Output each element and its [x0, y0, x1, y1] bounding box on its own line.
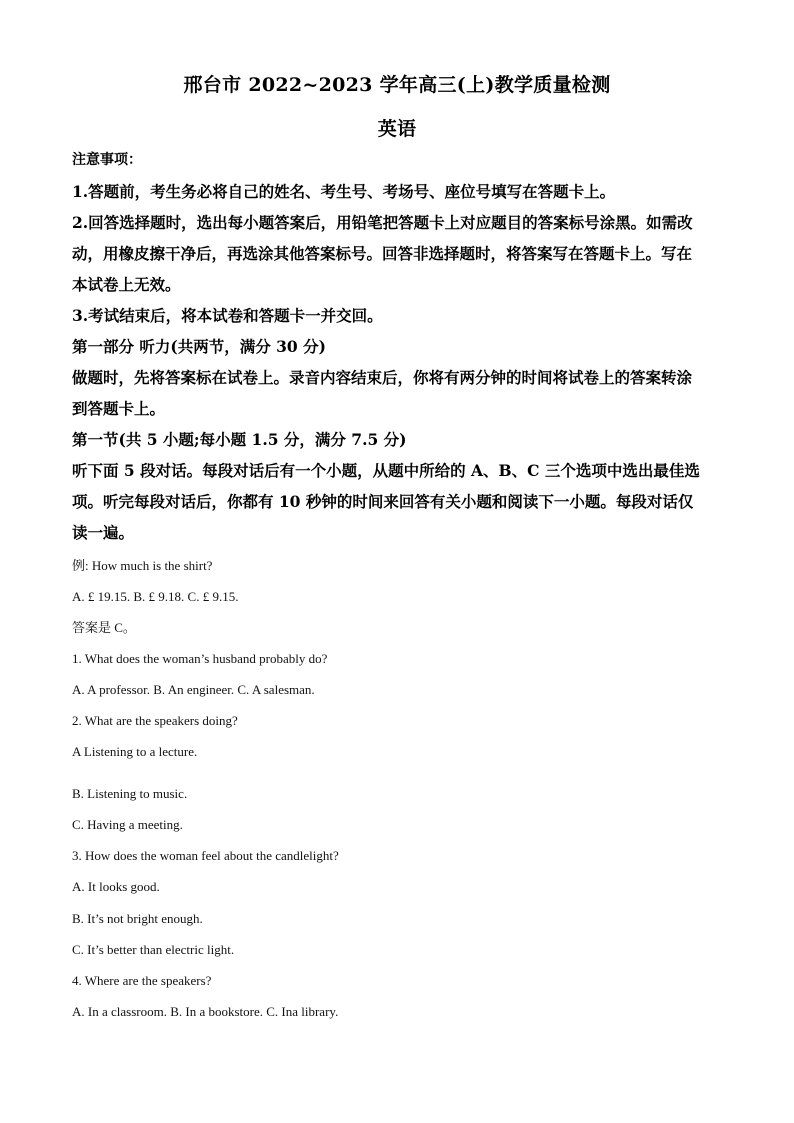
exam-title: 邢台市 2022~2023 学年高三(上)教学质量检测: [183, 74, 611, 96]
notice-item-2-line-3: 本试卷上无效。: [72, 275, 181, 294]
part1-heading: 第一部分 听力(共两节，满分 30 分): [72, 337, 326, 356]
example-options: A. £ 19.15. B. £ 9.18. C. £ 9.15.: [72, 589, 239, 604]
question-3-option-a: A. It looks good.: [72, 879, 160, 894]
question-3-option-c: C. It’s better than electric light.: [72, 942, 235, 957]
question-4: 4. Where are the speakers?: [72, 973, 212, 988]
question-2-option-a: A Listening to a lecture.: [72, 744, 198, 759]
notice-item-1: 1.答题前，考生务必将自己的姓名、考生号、考场号、座位号填写在答题卡上。: [72, 182, 616, 201]
question-2: 2. What are the speakers doing?: [72, 713, 238, 728]
part1-instruction-line-2: 到答题卡上。: [72, 399, 166, 418]
notice-item-2-line-1: 2.回答选择题时，选出每小题答案后，用铅笔把答题卡上对应题目的答案标号涂黑。如需改: [72, 213, 693, 232]
section1-instruction-line-2: 项。听完每段对话后，你都有 10 秒钟的时间来回答有关小题和阅读下一小题。每段对话仅: [72, 492, 694, 511]
notice-item-3: 3.考试结束后，将本试卷和答题卡一并交回。: [72, 306, 383, 325]
section1-heading: 第一节(共 5 小题;每小题 1.5 分，满分 7.5 分): [72, 430, 407, 449]
question-2-option-b: B. Listening to music.: [72, 786, 188, 801]
question-4-options: A. In a classroom. B. In a bookstore. C. Ina library.: [72, 1004, 339, 1019]
question-2-option-c: C. Having a meeting.: [72, 817, 183, 832]
section1-instruction-line-3: 读一遍。: [72, 523, 135, 542]
question-3-option-b: B. It’s not bright enough.: [72, 911, 203, 926]
question-1-options: A. A professor. B. An engineer. C. A salesman.: [72, 682, 315, 697]
example-answer: 答案是 C。: [72, 620, 136, 635]
notice-heading: 注意事项：: [72, 152, 142, 168]
question-3: 3. How does the woman feel about the candlelight?: [72, 848, 339, 863]
part1-instruction-line-1: 做题时，先将答案标在试卷上。录音内容结束后，你将有两分钟的时间将试卷上的答案转涂: [72, 368, 693, 387]
example-question: 例: How much is the shirt?: [72, 558, 213, 573]
question-1: 1. What does the woman’s husband probably do?: [72, 651, 328, 666]
notice-item-2-line-2: 动，用橡皮擦干净后，再选涂其他答案标号。回答非选择题时，将答案写在答题卡上。写在: [72, 244, 693, 263]
subject-title: 英语: [377, 118, 417, 140]
section1-instruction-line-1: 听下面 5 段对话。每段对话后有一个小题，从题中所给的 A、B、C 三个选项中选出最佳选: [72, 461, 700, 480]
